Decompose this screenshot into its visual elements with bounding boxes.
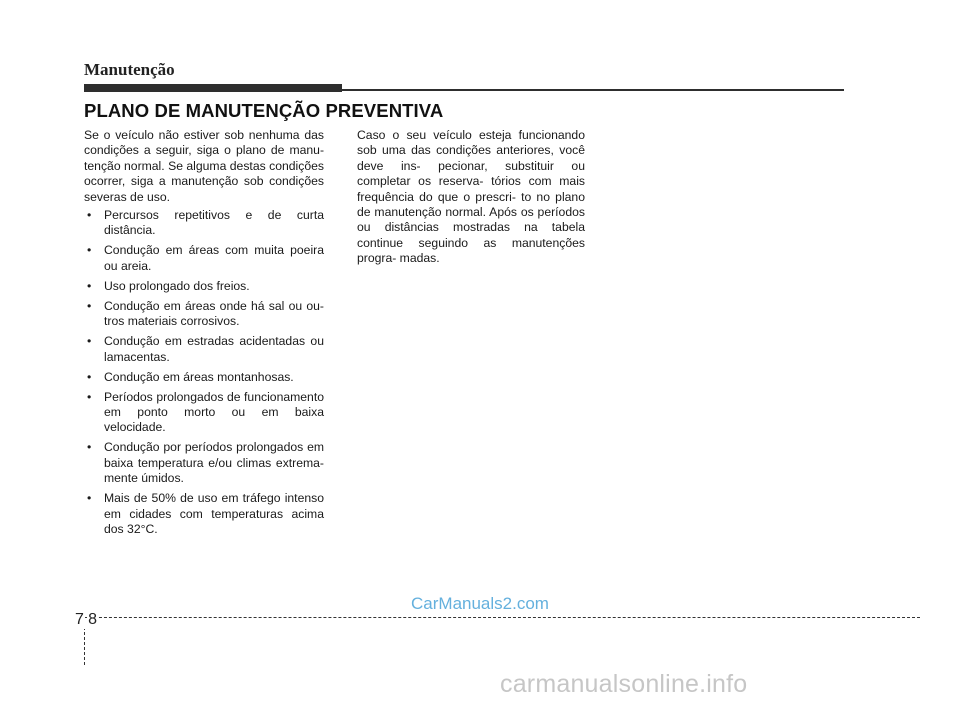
list-item-text: Uso prolongado dos freios. xyxy=(104,278,250,293)
list-item-text: Condução por períodos prolongados em baixa temperatura e/ou climas extrema- mente úmidos. xyxy=(104,440,324,486)
list-item xyxy=(84,243,324,274)
list-item xyxy=(84,334,324,365)
header-rule xyxy=(84,84,844,92)
bullet-icon: • xyxy=(87,389,92,404)
footer-rule xyxy=(84,617,920,618)
list-item xyxy=(84,370,324,385)
bullet-icon: • xyxy=(87,243,92,258)
bullet-icon: • xyxy=(87,334,92,349)
watermark-carmanuals2: CarManuals2.com xyxy=(411,594,549,613)
list-item xyxy=(84,279,324,294)
list-item-text: Condução em áreas onde há sal ou ou- tros materiais corrosivos. xyxy=(104,298,324,329)
watermark-carmanualsonline: carmanualsonline.info xyxy=(500,670,748,698)
bullet-icon: • xyxy=(87,278,92,293)
bullet-icon: • xyxy=(87,298,92,313)
page-number xyxy=(74,611,98,629)
list-item xyxy=(84,440,324,486)
list-item-text: Condução em áreas com muita poeira ou areia. xyxy=(104,243,324,273)
severe-conditions-list xyxy=(84,208,324,537)
bullet-icon: • xyxy=(87,440,92,455)
intro-paragraph: Se o veículo não estiver sob nenhuma das condições a seguir, siga o plano de manu- tenção normal. Se alguma destas condições ocorrer, siga a manutenção sob condições severas de uso. xyxy=(84,128,324,204)
page-num: 8 xyxy=(88,611,97,628)
page-chapter: 7 xyxy=(75,611,84,628)
page-title: PLANO DE MANUTENÇÃO PREVENTIVA xyxy=(84,100,444,121)
list-item-text: Condução em áreas montanhosas. xyxy=(104,369,294,384)
bullet-icon: • xyxy=(87,208,92,223)
list-item xyxy=(84,208,324,239)
list-item xyxy=(84,299,324,330)
left-column xyxy=(84,128,324,542)
bullet-icon: • xyxy=(87,369,92,384)
bullet-icon: • xyxy=(87,491,92,506)
right-paragraph: Caso o seu veículo esteja funcionando sob uma das condições anteriores, você deve ins- pecionar, substituir ou completar os reserva- tórios com mais frequência do que o prescri- to no plano de manutenção normal. Após os períodos ou distâncias mostradas na tabela continue seguindo as manutenções progra- madas. xyxy=(357,128,585,266)
list-item-text: Condução em estradas acidentadas ou lamacentas. xyxy=(104,334,324,364)
section-label: Manutenção xyxy=(84,60,175,79)
list-item-text: Mais de 50% de uso em tráfego intenso em cidades com temperaturas acima dos 32°C. xyxy=(104,491,324,537)
list-item xyxy=(84,491,324,537)
header-rule-thin xyxy=(342,89,844,91)
list-item-text: Períodos prolongados de funcionamento em ponto morto ou em baixa velocidade. xyxy=(104,389,324,435)
header-rule-thick xyxy=(84,84,342,92)
list-item xyxy=(84,390,324,436)
list-item-text: Percursos repetitivos e de curta distância. xyxy=(104,208,324,238)
right-column xyxy=(357,128,585,270)
